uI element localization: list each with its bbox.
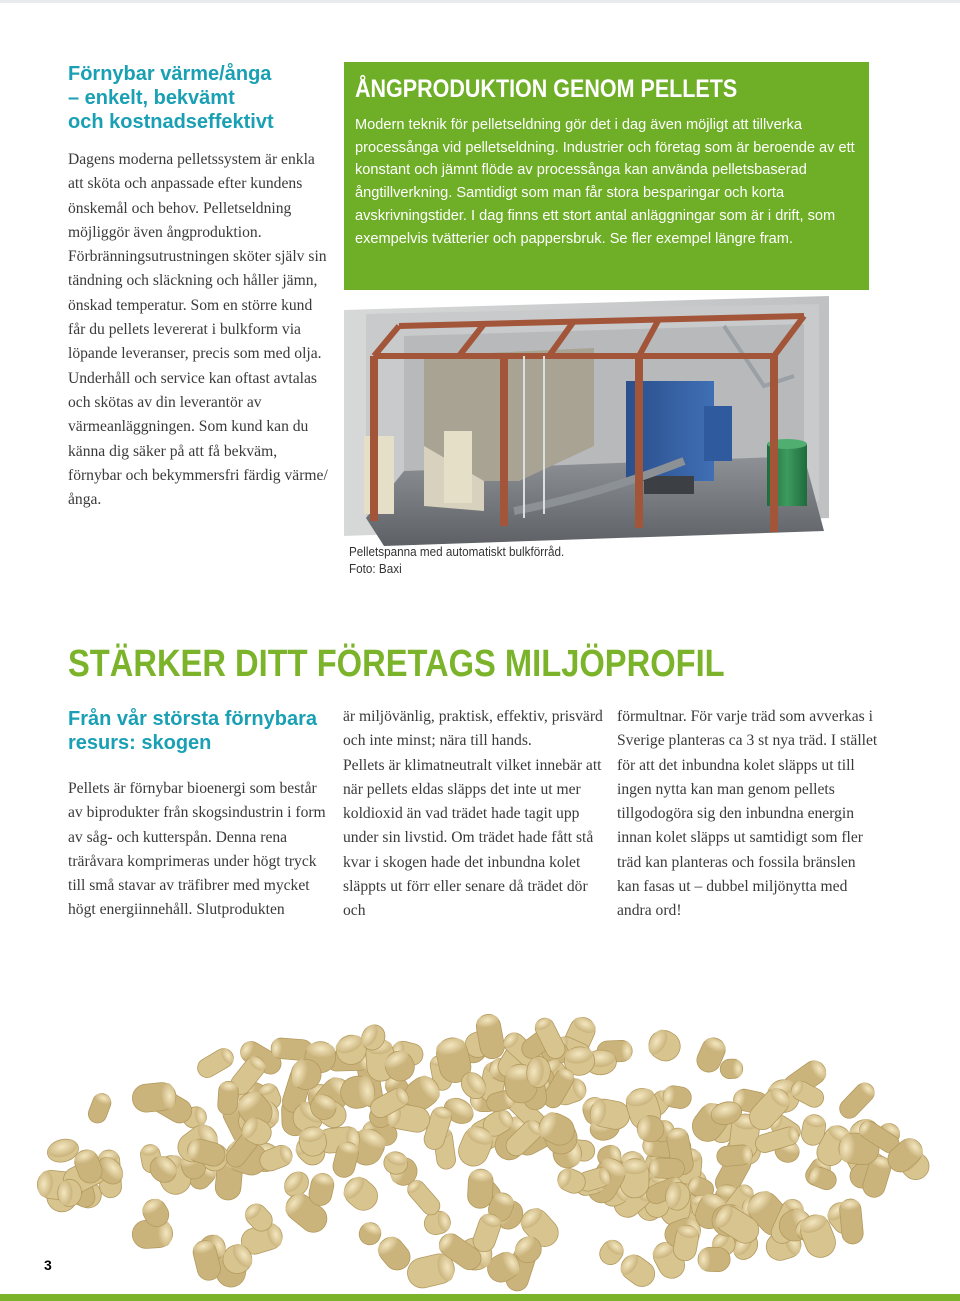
column-3 (617, 705, 879, 924)
column-3-body: förmultnar. För varje träd som avverkas i Sverige planteras ca 3 st nya träd. I stället för att det inbundna kolet släpps ut till ingen nytta kan man genom pellets tillgodogöra sig den inbundna energin innan kolet släpps ut samtidigt som fler träd kan planteras och fossila bränslen kan fasas ut – dubbel miljönytta med andra ord! (617, 708, 878, 920)
forest-subheading-line-1: Från vår största förnybara (68, 708, 317, 730)
boiler-photo (344, 296, 869, 588)
page-number: 3 (44, 1257, 52, 1273)
steam-box-title: ÅNGPRODUKTION GENOM PELLETS (355, 75, 738, 103)
steam-box-body: Modern teknik för pelletseldning gör det i dag även möjligt att tillverka processånga vid pelletseldning. Industrier och företag som är beroende av ett konstant och jämnt flöde av processånga kan använda pelletsbaserad ångtillverkning. Samtidigt som man får stora besparingar och korta avskrivningstider. I dag finns ett stort antal anläggningar som är i drift, som exempelvis tvätterier och pappersbruk. Se fler exempel längre fram. (355, 117, 855, 247)
pellet (57, 1179, 81, 1207)
column-1-body: Pellets är förnybar bioenergi som består av biprodukter från skogsindustrin i form av såg- och kutterspån. Denna rena träråvara komprimeras under högt tryck till små stavar av träfibrer med mycket högt energiinnehåll. Slutprodukten (68, 780, 326, 919)
wood-pellets-image (20, 948, 940, 1293)
left-heading-line-3: och kostnadseffektivt (68, 111, 274, 133)
left-heading-line-1: Förnybar värme/ånga (68, 63, 272, 85)
left-heading-line-2: – enkelt, bekvämt (68, 87, 235, 109)
pellet (404, 1177, 444, 1219)
caption-line-1: Pelletspanna med automatiskt bulkförråd. (349, 544, 565, 559)
pellet (467, 1168, 494, 1208)
pellet (217, 1081, 239, 1116)
pellet (836, 1079, 878, 1122)
top-rule (0, 0, 960, 3)
forest-subheading (68, 707, 330, 755)
caption-credit: Foto: Baxi (349, 561, 402, 576)
section-title: STÄRKER DITT FÖRETAGS MILJÖPROFIL (68, 643, 725, 685)
pellet (716, 1144, 753, 1167)
pellet (720, 1059, 743, 1079)
column-2-body-b: Pellets är klimatneutralt vilket innebär att när pellets eldas släpps det inte ut mer koldioxid än vad trädet hade tagit upp under sin livstid. Om trädet hade fått stå kvar i skogen hade det inbundna kolet släppts ut förr eller senare då trädet dör och (343, 756, 602, 920)
left-column (68, 62, 328, 512)
column-1 (68, 707, 330, 923)
pellet (698, 1247, 731, 1272)
left-heading (68, 62, 328, 134)
steam-production-box (344, 62, 869, 290)
photo-caption (349, 543, 564, 577)
pellet (649, 1158, 685, 1179)
forest-subheading-line-2: resurs: skogen (68, 732, 212, 754)
column-2 (343, 705, 605, 924)
pellet (86, 1091, 114, 1126)
column-2-body-a: är miljövänlig, praktisk, effektiv, prisvärd och inte minst; nära till hands. (343, 708, 603, 750)
pellet (194, 1045, 237, 1081)
pellet (644, 1025, 686, 1066)
pellet-pile (36, 1012, 935, 1293)
pellet (339, 1172, 384, 1216)
bottom-rule (0, 1294, 960, 1301)
pellet (839, 1198, 864, 1245)
left-body-text: Dagens moderna pelletssystem är enkla att sköta och anpassade efter kundens önskemål och behov. Pelletseldning möjliggör även ångproduktion. Förbränningsutrustningen sköter själv sin tändning och släckning och håller jämn, önskad temperatur. Som en större kund får du pellets levererat i bulkform via löpande leveranser, precis som med olja. Underhåll och service kan oftast avtalas och skötas av din leverantör av värmeanläggningen. Som kund kan du känna dig säker på att få bekväm, förnybar och bekymmersfri färdig värme/ånga. (68, 151, 328, 509)
